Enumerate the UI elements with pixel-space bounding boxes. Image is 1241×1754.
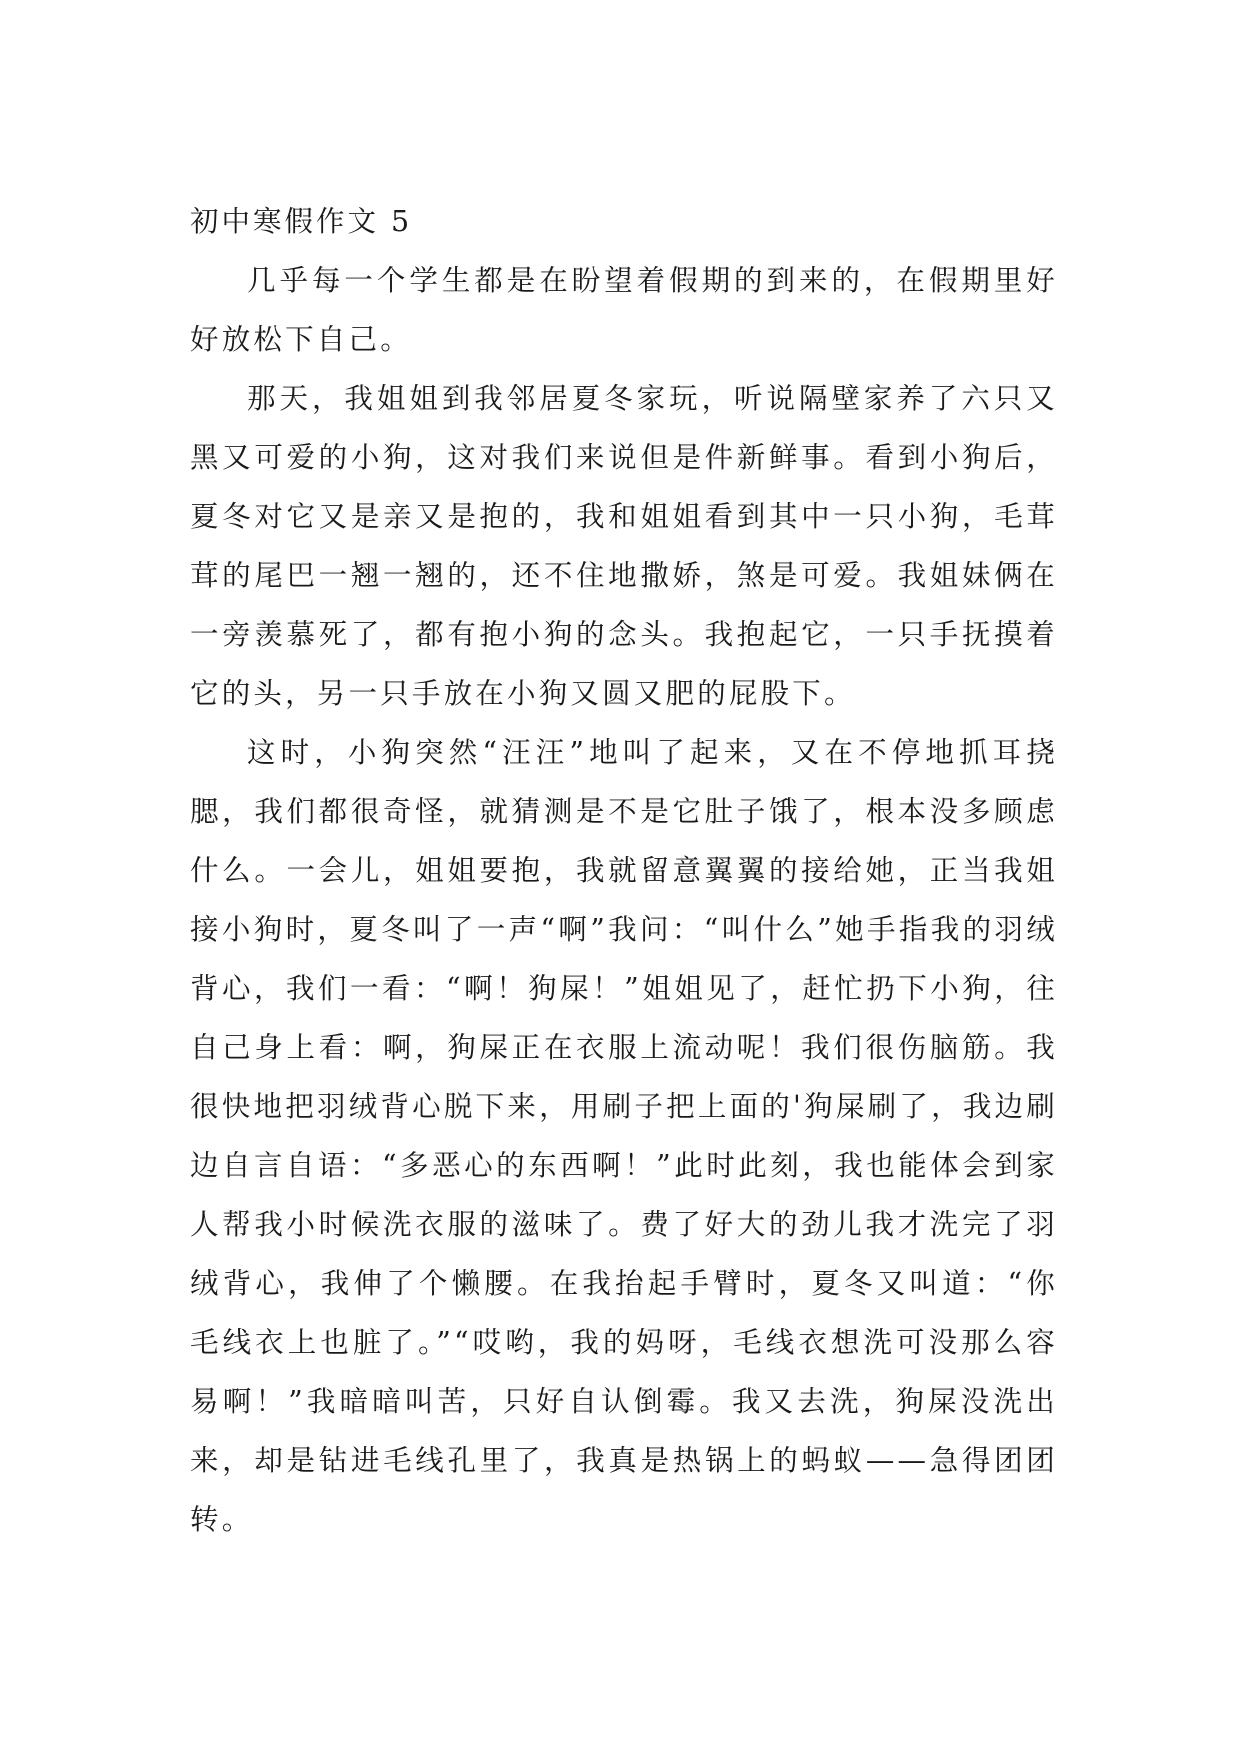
paragraph-1: 几乎每一个学生都是在盼望着假期的到来的，在假期里好好放松下自己。 (190, 264, 1058, 356)
paragraph-2: 那天，我姐姐到我邻居夏冬家玩，听说隔壁家养了六只又黑又可爱的小狗，这对我们来说但是件新鲜事。看到小狗后，夏冬对它又是亲又是抱的，我和姐姐看到其中一只小狗，毛茸茸的尾巴一翘一翘的，还不住地撒娇，煞是可爱。我姐妹俩在一旁羡慕死了，都有抱小狗的念头。我抱起它，一只手抚摸着它的头，另一只手放在小狗又圆又肥的屁股下。 (190, 382, 1058, 710)
document-body (190, 192, 1058, 1549)
document-title: 初中寒假作文 5 (190, 205, 413, 238)
paragraph-3: 这时，小狗突然“汪汪”地叫了起来，又在不停地抓耳挠腮，我们都很奇怪，就猜测是不是它肚子饿了，根本没多顾虑什么。一会儿，姐姐要抱，我就留意翼翼的接给她，正当我姐接小狗时，夏冬叫了一声“啊”我问：“叫什么”她手指我的羽绒背心，我们一看：“啊！狗屎！”姐姐见了，赶忙扔下小狗，往自己身上看：啊，狗屎正在衣服上流动呢！我们很伤脑筋。我很快地把羽绒背心脱下来，用刷子把上面的'狗屎刷了，我边刷边自言自语：“多恶心的东西啊！”此时此刻，我也能体会到家人帮我小时候洗衣服的滋味了。费了好大的劲儿我才洗完了羽绒背心，我伸了个懒腰。在我抬起手臂时，夏冬又叫道：“你毛线衣上也脏了。”“哎哟，我的妈呀，毛线衣想洗可没那么容易啊！”我暗暗叫苦，只好自认倒霉。我又去洗，狗屎没洗出来，却是钻进毛线孔里了，我真是热锅上的蚂蚁——急得团团转。 (190, 736, 1058, 1536)
